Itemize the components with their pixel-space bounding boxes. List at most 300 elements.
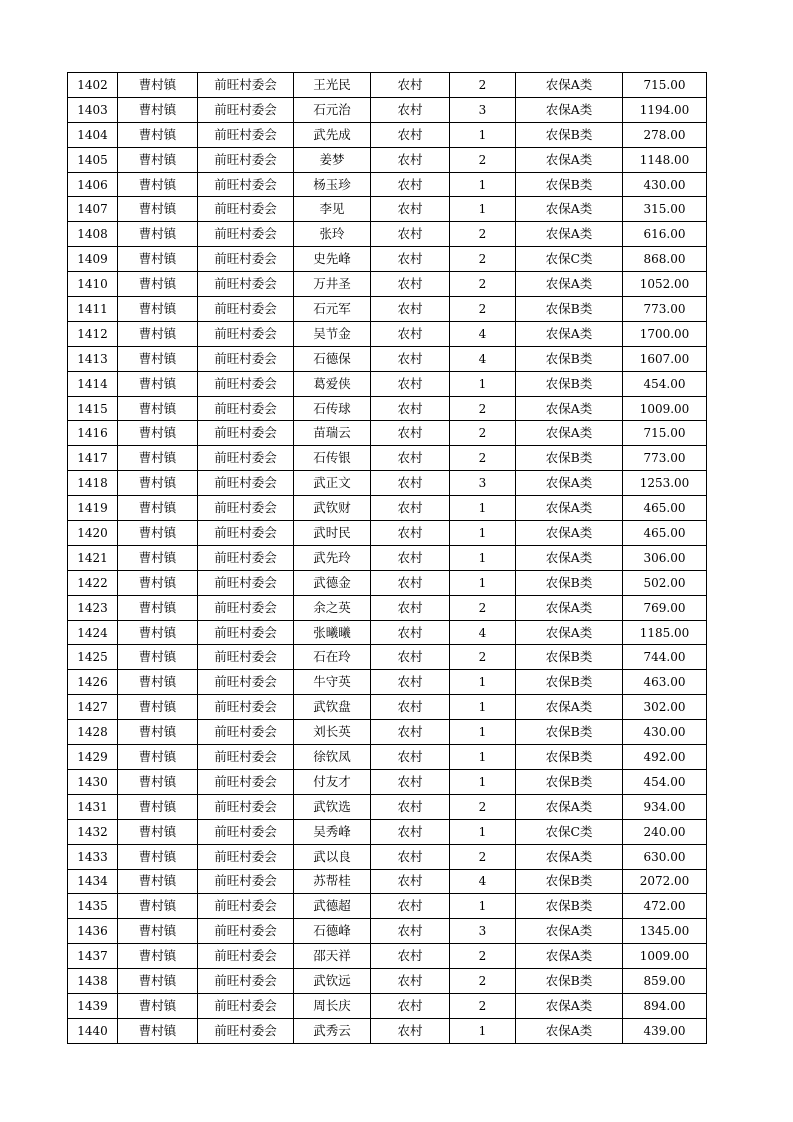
row-number-cell: 1421	[68, 545, 118, 570]
town-cell: 曹村镇	[118, 969, 198, 994]
insurance-category-cell: 农保B类	[516, 570, 623, 595]
amount-cell: 1345.00	[623, 919, 707, 944]
row-number-cell: 1407	[68, 197, 118, 222]
area-type-cell: 农村	[371, 122, 450, 147]
person-name-cell: 武时民	[294, 521, 371, 546]
area-type-cell: 农村	[371, 446, 450, 471]
household-size-cell: 1	[450, 670, 516, 695]
village-committee-cell: 前旺村委会	[198, 794, 294, 819]
area-type-cell: 农村	[371, 346, 450, 371]
roster-table	[67, 72, 707, 1044]
table-row	[68, 97, 707, 122]
table-row	[68, 421, 707, 446]
amount-cell: 315.00	[623, 197, 707, 222]
insurance-category-cell: 农保C类	[516, 247, 623, 272]
town-cell: 曹村镇	[118, 670, 198, 695]
town-cell: 曹村镇	[118, 869, 198, 894]
town-cell: 曹村镇	[118, 73, 198, 98]
village-committee-cell: 前旺村委会	[198, 421, 294, 446]
row-number-cell: 1425	[68, 645, 118, 670]
household-size-cell: 1	[450, 745, 516, 770]
table-row	[68, 396, 707, 421]
row-number-cell: 1404	[68, 122, 118, 147]
amount-cell: 773.00	[623, 446, 707, 471]
village-committee-cell: 前旺村委会	[198, 396, 294, 421]
area-type-cell: 农村	[371, 297, 450, 322]
village-committee-cell: 前旺村委会	[198, 521, 294, 546]
area-type-cell: 农村	[371, 819, 450, 844]
area-type-cell: 农村	[371, 73, 450, 98]
row-number-cell: 1416	[68, 421, 118, 446]
person-name-cell: 石元军	[294, 297, 371, 322]
village-committee-cell: 前旺村委会	[198, 944, 294, 969]
person-name-cell: 周长庆	[294, 993, 371, 1018]
household-size-cell: 1	[450, 122, 516, 147]
town-cell: 曹村镇	[118, 720, 198, 745]
area-type-cell: 农村	[371, 272, 450, 297]
town-cell: 曹村镇	[118, 297, 198, 322]
row-number-cell: 1428	[68, 720, 118, 745]
insurance-category-cell: 农保A类	[516, 272, 623, 297]
village-committee-cell: 前旺村委会	[198, 371, 294, 396]
person-name-cell: 徐钦凤	[294, 745, 371, 770]
town-cell: 曹村镇	[118, 695, 198, 720]
area-type-cell: 农村	[371, 595, 450, 620]
village-committee-cell: 前旺村委会	[198, 222, 294, 247]
town-cell: 曹村镇	[118, 396, 198, 421]
insurance-category-cell: 农保A类	[516, 197, 623, 222]
person-name-cell: 武德金	[294, 570, 371, 595]
household-size-cell: 1	[450, 197, 516, 222]
household-size-cell: 1	[450, 695, 516, 720]
row-number-cell: 1427	[68, 695, 118, 720]
amount-cell: 773.00	[623, 297, 707, 322]
person-name-cell: 石在玲	[294, 645, 371, 670]
village-committee-cell: 前旺村委会	[198, 670, 294, 695]
person-name-cell: 武先成	[294, 122, 371, 147]
village-committee-cell: 前旺村委会	[198, 620, 294, 645]
town-cell: 曹村镇	[118, 919, 198, 944]
row-number-cell: 1409	[68, 247, 118, 272]
row-number-cell: 1431	[68, 794, 118, 819]
row-number-cell: 1417	[68, 446, 118, 471]
area-type-cell: 农村	[371, 545, 450, 570]
row-number-cell: 1423	[68, 595, 118, 620]
amount-cell: 2072.00	[623, 869, 707, 894]
household-size-cell: 1	[450, 545, 516, 570]
town-cell: 曹村镇	[118, 496, 198, 521]
town-cell: 曹村镇	[118, 595, 198, 620]
village-committee-cell: 前旺村委会	[198, 471, 294, 496]
person-name-cell: 姜梦	[294, 147, 371, 172]
amount-cell: 278.00	[623, 122, 707, 147]
insurance-category-cell: 农保B类	[516, 297, 623, 322]
amount-cell: 616.00	[623, 222, 707, 247]
row-number-cell: 1420	[68, 521, 118, 546]
amount-cell: 439.00	[623, 1018, 707, 1043]
village-committee-cell: 前旺村委会	[198, 172, 294, 197]
town-cell: 曹村镇	[118, 645, 198, 670]
area-type-cell: 农村	[371, 97, 450, 122]
person-name-cell: 武钦盘	[294, 695, 371, 720]
row-number-cell: 1426	[68, 670, 118, 695]
insurance-category-cell: 农保A类	[516, 695, 623, 720]
village-committee-cell: 前旺村委会	[198, 595, 294, 620]
village-committee-cell: 前旺村委会	[198, 720, 294, 745]
person-name-cell: 武以良	[294, 844, 371, 869]
insurance-category-cell: 农保A类	[516, 794, 623, 819]
area-type-cell: 农村	[371, 396, 450, 421]
amount-cell: 715.00	[623, 421, 707, 446]
amount-cell: 1607.00	[623, 346, 707, 371]
household-size-cell: 1	[450, 172, 516, 197]
town-cell: 曹村镇	[118, 545, 198, 570]
amount-cell: 465.00	[623, 521, 707, 546]
insurance-category-cell: 农保A类	[516, 496, 623, 521]
area-type-cell: 农村	[371, 695, 450, 720]
insurance-category-cell: 农保A类	[516, 321, 623, 346]
village-committee-cell: 前旺村委会	[198, 97, 294, 122]
area-type-cell: 农村	[371, 496, 450, 521]
household-size-cell: 2	[450, 147, 516, 172]
household-size-cell: 1	[450, 521, 516, 546]
household-size-cell: 1	[450, 371, 516, 396]
table-row	[68, 147, 707, 172]
table-row	[68, 794, 707, 819]
household-size-cell: 2	[450, 645, 516, 670]
row-number-cell: 1438	[68, 969, 118, 994]
village-committee-cell: 前旺村委会	[198, 645, 294, 670]
household-size-cell: 1	[450, 570, 516, 595]
village-committee-cell: 前旺村委会	[198, 496, 294, 521]
area-type-cell: 农村	[371, 147, 450, 172]
table-row	[68, 197, 707, 222]
village-committee-cell: 前旺村委会	[198, 272, 294, 297]
household-size-cell: 2	[450, 446, 516, 471]
table-row	[68, 247, 707, 272]
insurance-category-cell: 农保B类	[516, 969, 623, 994]
area-type-cell: 农村	[371, 670, 450, 695]
area-type-cell: 农村	[371, 521, 450, 546]
area-type-cell: 农村	[371, 869, 450, 894]
person-name-cell: 史先峰	[294, 247, 371, 272]
town-cell: 曹村镇	[118, 172, 198, 197]
row-number-cell: 1433	[68, 844, 118, 869]
person-name-cell: 石传银	[294, 446, 371, 471]
town-cell: 曹村镇	[118, 745, 198, 770]
village-committee-cell: 前旺村委会	[198, 769, 294, 794]
row-number-cell: 1436	[68, 919, 118, 944]
table-row	[68, 371, 707, 396]
town-cell: 曹村镇	[118, 122, 198, 147]
row-number-cell: 1413	[68, 346, 118, 371]
table-row	[68, 919, 707, 944]
town-cell: 曹村镇	[118, 471, 198, 496]
insurance-category-cell: 农保A类	[516, 521, 623, 546]
village-committee-cell: 前旺村委会	[198, 745, 294, 770]
area-type-cell: 农村	[371, 222, 450, 247]
table-row	[68, 769, 707, 794]
town-cell: 曹村镇	[118, 222, 198, 247]
amount-cell: 934.00	[623, 794, 707, 819]
household-size-cell: 2	[450, 595, 516, 620]
household-size-cell: 2	[450, 222, 516, 247]
amount-cell: 302.00	[623, 695, 707, 720]
area-type-cell: 农村	[371, 769, 450, 794]
amount-cell: 1148.00	[623, 147, 707, 172]
amount-cell: 454.00	[623, 371, 707, 396]
table-row	[68, 595, 707, 620]
village-committee-cell: 前旺村委会	[198, 446, 294, 471]
household-size-cell: 4	[450, 346, 516, 371]
table-row	[68, 521, 707, 546]
insurance-category-cell: 农保A类	[516, 222, 623, 247]
amount-cell: 472.00	[623, 894, 707, 919]
person-name-cell: 张曦曦	[294, 620, 371, 645]
amount-cell: 492.00	[623, 745, 707, 770]
row-number-cell: 1411	[68, 297, 118, 322]
amount-cell: 1700.00	[623, 321, 707, 346]
table-row	[68, 620, 707, 645]
amount-cell: 868.00	[623, 247, 707, 272]
household-size-cell: 1	[450, 1018, 516, 1043]
area-type-cell: 农村	[371, 1018, 450, 1043]
insurance-category-cell: 农保B类	[516, 172, 623, 197]
household-size-cell: 2	[450, 993, 516, 1018]
table-row	[68, 73, 707, 98]
household-size-cell: 2	[450, 297, 516, 322]
person-name-cell: 王光民	[294, 73, 371, 98]
area-type-cell: 农村	[371, 944, 450, 969]
insurance-category-cell: 农保A类	[516, 993, 623, 1018]
row-number-cell: 1414	[68, 371, 118, 396]
person-name-cell: 武德超	[294, 894, 371, 919]
insurance-category-cell: 农保A类	[516, 73, 623, 98]
village-committee-cell: 前旺村委会	[198, 297, 294, 322]
area-type-cell: 农村	[371, 645, 450, 670]
roster-body	[68, 73, 707, 1044]
amount-cell: 465.00	[623, 496, 707, 521]
table-row	[68, 272, 707, 297]
household-size-cell: 2	[450, 944, 516, 969]
table-row	[68, 496, 707, 521]
town-cell: 曹村镇	[118, 346, 198, 371]
person-name-cell: 余之英	[294, 595, 371, 620]
town-cell: 曹村镇	[118, 570, 198, 595]
table-row	[68, 446, 707, 471]
village-committee-cell: 前旺村委会	[198, 819, 294, 844]
person-name-cell: 石传球	[294, 396, 371, 421]
person-name-cell: 武先玲	[294, 545, 371, 570]
insurance-category-cell: 农保B类	[516, 869, 623, 894]
table-row	[68, 297, 707, 322]
household-size-cell: 2	[450, 794, 516, 819]
person-name-cell: 石德保	[294, 346, 371, 371]
row-number-cell: 1422	[68, 570, 118, 595]
insurance-category-cell: 农保B类	[516, 670, 623, 695]
person-name-cell: 石德峰	[294, 919, 371, 944]
amount-cell: 463.00	[623, 670, 707, 695]
area-type-cell: 农村	[371, 371, 450, 396]
insurance-category-cell: 农保B类	[516, 769, 623, 794]
table-row	[68, 670, 707, 695]
area-type-cell: 农村	[371, 969, 450, 994]
village-committee-cell: 前旺村委会	[198, 993, 294, 1018]
amount-cell: 454.00	[623, 769, 707, 794]
area-type-cell: 农村	[371, 794, 450, 819]
amount-cell: 715.00	[623, 73, 707, 98]
insurance-category-cell: 农保B类	[516, 720, 623, 745]
area-type-cell: 农村	[371, 620, 450, 645]
table-row	[68, 321, 707, 346]
town-cell: 曹村镇	[118, 944, 198, 969]
village-committee-cell: 前旺村委会	[198, 545, 294, 570]
table-row	[68, 944, 707, 969]
household-size-cell: 3	[450, 97, 516, 122]
row-number-cell: 1430	[68, 769, 118, 794]
village-committee-cell: 前旺村委会	[198, 1018, 294, 1043]
village-committee-cell: 前旺村委会	[198, 844, 294, 869]
person-name-cell: 杨玉珍	[294, 172, 371, 197]
person-name-cell: 刘长英	[294, 720, 371, 745]
town-cell: 曹村镇	[118, 371, 198, 396]
row-number-cell: 1429	[68, 745, 118, 770]
area-type-cell: 农村	[371, 471, 450, 496]
row-number-cell: 1412	[68, 321, 118, 346]
insurance-category-cell: 农保A类	[516, 396, 623, 421]
table-row	[68, 471, 707, 496]
town-cell: 曹村镇	[118, 794, 198, 819]
insurance-category-cell: 农保B类	[516, 122, 623, 147]
area-type-cell: 农村	[371, 421, 450, 446]
insurance-category-cell: 农保A类	[516, 620, 623, 645]
town-cell: 曹村镇	[118, 272, 198, 297]
household-size-cell: 2	[450, 844, 516, 869]
town-cell: 曹村镇	[118, 421, 198, 446]
amount-cell: 430.00	[623, 172, 707, 197]
person-name-cell: 付友才	[294, 769, 371, 794]
person-name-cell: 张玲	[294, 222, 371, 247]
town-cell: 曹村镇	[118, 620, 198, 645]
amount-cell: 859.00	[623, 969, 707, 994]
household-size-cell: 2	[450, 247, 516, 272]
household-size-cell: 1	[450, 720, 516, 745]
insurance-category-cell: 农保B类	[516, 371, 623, 396]
row-number-cell: 1424	[68, 620, 118, 645]
insurance-category-cell: 农保A类	[516, 919, 623, 944]
town-cell: 曹村镇	[118, 97, 198, 122]
area-type-cell: 农村	[371, 321, 450, 346]
household-size-cell: 2	[450, 73, 516, 98]
village-committee-cell: 前旺村委会	[198, 346, 294, 371]
town-cell: 曹村镇	[118, 521, 198, 546]
amount-cell: 1009.00	[623, 944, 707, 969]
town-cell: 曹村镇	[118, 247, 198, 272]
insurance-category-cell: 农保A类	[516, 471, 623, 496]
insurance-category-cell: 农保A类	[516, 147, 623, 172]
row-number-cell: 1402	[68, 73, 118, 98]
household-size-cell: 2	[450, 396, 516, 421]
area-type-cell: 农村	[371, 993, 450, 1018]
person-name-cell: 武钦选	[294, 794, 371, 819]
table-row	[68, 222, 707, 247]
table-row	[68, 819, 707, 844]
insurance-category-cell: 农保A类	[516, 421, 623, 446]
row-number-cell: 1415	[68, 396, 118, 421]
row-number-cell: 1419	[68, 496, 118, 521]
village-committee-cell: 前旺村委会	[198, 894, 294, 919]
table-row	[68, 993, 707, 1018]
person-name-cell: 李见	[294, 197, 371, 222]
amount-cell: 1052.00	[623, 272, 707, 297]
household-size-cell: 2	[450, 272, 516, 297]
table-row	[68, 720, 707, 745]
person-name-cell: 石元治	[294, 97, 371, 122]
area-type-cell: 农村	[371, 247, 450, 272]
row-number-cell: 1435	[68, 894, 118, 919]
village-committee-cell: 前旺村委会	[198, 122, 294, 147]
village-committee-cell: 前旺村委会	[198, 919, 294, 944]
insurance-category-cell: 农保B类	[516, 446, 623, 471]
insurance-category-cell: 农保A类	[516, 545, 623, 570]
village-committee-cell: 前旺村委会	[198, 147, 294, 172]
person-name-cell: 武秀云	[294, 1018, 371, 1043]
village-committee-cell: 前旺村委会	[198, 197, 294, 222]
town-cell: 曹村镇	[118, 894, 198, 919]
table-row	[68, 545, 707, 570]
amount-cell: 769.00	[623, 595, 707, 620]
town-cell: 曹村镇	[118, 819, 198, 844]
amount-cell: 502.00	[623, 570, 707, 595]
village-committee-cell: 前旺村委会	[198, 73, 294, 98]
person-name-cell: 武钦远	[294, 969, 371, 994]
household-size-cell: 1	[450, 819, 516, 844]
amount-cell: 240.00	[623, 819, 707, 844]
table-row	[68, 1018, 707, 1043]
household-size-cell: 3	[450, 919, 516, 944]
insurance-category-cell: 农保A类	[516, 595, 623, 620]
amount-cell: 430.00	[623, 720, 707, 745]
household-size-cell: 2	[450, 421, 516, 446]
row-number-cell: 1405	[68, 147, 118, 172]
table-row	[68, 122, 707, 147]
insurance-category-cell: 农保A类	[516, 1018, 623, 1043]
town-cell: 曹村镇	[118, 197, 198, 222]
insurance-category-cell: 农保A类	[516, 944, 623, 969]
village-committee-cell: 前旺村委会	[198, 869, 294, 894]
village-committee-cell: 前旺村委会	[198, 695, 294, 720]
table-row	[68, 894, 707, 919]
household-size-cell: 1	[450, 769, 516, 794]
household-size-cell: 2	[450, 969, 516, 994]
village-committee-cell: 前旺村委会	[198, 247, 294, 272]
person-name-cell: 苏帮桂	[294, 869, 371, 894]
row-number-cell: 1406	[68, 172, 118, 197]
household-size-cell: 3	[450, 471, 516, 496]
row-number-cell: 1418	[68, 471, 118, 496]
insurance-category-cell: 农保B类	[516, 346, 623, 371]
amount-cell: 744.00	[623, 645, 707, 670]
row-number-cell: 1434	[68, 869, 118, 894]
table-row	[68, 969, 707, 994]
area-type-cell: 农村	[371, 844, 450, 869]
table-row	[68, 570, 707, 595]
person-name-cell: 邵天祥	[294, 944, 371, 969]
insurance-category-cell: 农保B类	[516, 745, 623, 770]
insurance-category-cell: 农保A类	[516, 844, 623, 869]
amount-cell: 1009.00	[623, 396, 707, 421]
person-name-cell: 牛守英	[294, 670, 371, 695]
